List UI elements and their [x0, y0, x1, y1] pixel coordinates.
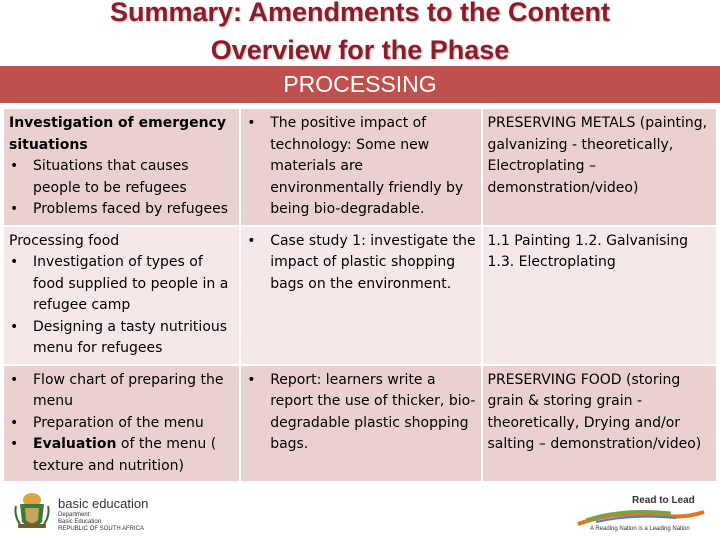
read-to-lead-swoosh-icon [576, 506, 706, 526]
table-cell [241, 227, 480, 364]
logo-subtitle-line: Department: [58, 512, 92, 518]
coat-of-arms-icon [12, 490, 52, 534]
table-cell: 1.1 Painting 1.2. Galvanising 1.3. Electroplating [483, 227, 716, 364]
list-item: • Case study 1: investigate the impact of plastic shopping bags on the environment. [246, 231, 476, 296]
list-item [9, 434, 235, 477]
table-cell [241, 366, 480, 482]
cell-heading: Investigation of emergency situations [9, 115, 227, 153]
logo-name: basic education [58, 496, 149, 511]
list-item: • Investigation of types of food supplied to people in a refugee camp [9, 252, 235, 317]
slide-title-line2: Overview for the Phase [210, 35, 510, 65]
list-item: • Situations that causes people to be refugees [9, 156, 235, 199]
logo-subtitle [58, 512, 144, 533]
read-to-lead-logo [570, 492, 710, 536]
list-item: • Preparation of the menu [9, 413, 235, 435]
emphasis-text: Evaluation [33, 436, 117, 452]
logo-subtitle-line: REPUBLIC OF SOUTH AFRICA [58, 526, 145, 532]
logo-subtitle-line: Basic Education [58, 519, 102, 525]
table-cell [4, 109, 239, 225]
campaign-tagline: A Reading Nation is a Leading Nation [590, 526, 690, 532]
list-item: • Flow chart of preparing the menu [9, 370, 235, 413]
list-item-text: of the menu ( texture and nutrition) [33, 436, 217, 474]
table-cell [4, 366, 239, 482]
list-item: • Problems faced by refugees [9, 199, 235, 221]
table-cell: PRESERVING FOOD (storing grain & storing grain - theoretically, Drying and/or salting – demonstration/video) [483, 366, 716, 482]
list-item: • Report: learners write a report the use of thicker, bio-degradable plastic shopping bags. [246, 370, 476, 456]
list-item: • The positive impact of technology: Some new materials are environmentally friendly by being bio-degradable. [246, 113, 476, 221]
slide-title-line1: Summary: Amendments to the Content [109, 0, 611, 27]
table-row [4, 227, 716, 364]
table-row [4, 109, 716, 225]
section-header: PROCESSING [0, 66, 720, 103]
cell-heading: Processing food [9, 232, 120, 249]
table-cell [4, 227, 239, 364]
table-cell [241, 109, 480, 225]
content-table [2, 107, 718, 483]
basic-education-logo [12, 490, 172, 534]
list-item: • Designing a tasty nutritious menu for refugees [9, 317, 235, 360]
campaign-title: Read to Lead [632, 495, 695, 506]
table-cell: PRESERVING METALS (painting, galvanizing - theoretically, Electroplating – demonstration/video) [483, 109, 716, 225]
table-row [4, 366, 716, 482]
